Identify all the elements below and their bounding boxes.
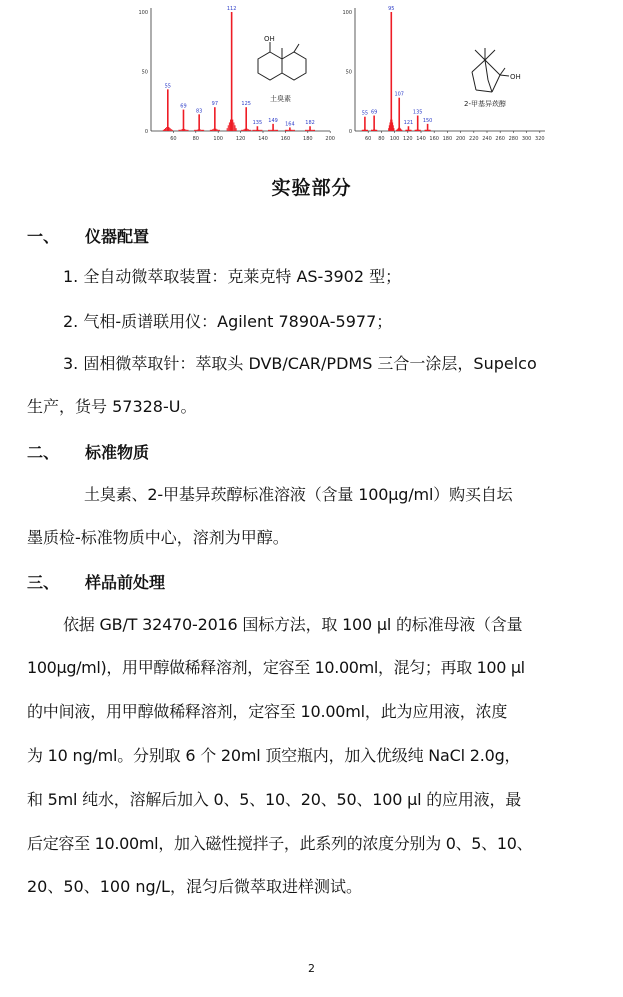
mib-peak-label: 121: [403, 120, 414, 127]
mass-spectra-figure: [0, 0, 623, 150]
mib-x-tick: 140: [416, 136, 426, 142]
geosmin-peak-label: 182: [305, 120, 315, 127]
pretreatment-line-5: 和 5ml 纯水，溶解后加入 0、5、10、20、50、100 μl 的应用液，最: [27, 790, 522, 809]
section-title: 样品前处理: [85, 573, 166, 592]
mib-y-tick: 50: [345, 69, 352, 76]
section-pretreatment-heading: [27, 570, 165, 593]
geosmin-x-tick: 100: [213, 136, 223, 142]
pretreatment-line-4: 为 10 ng/ml。分别取 6 个 20ml 顶空瓶内，加入优级纯 NaCl 2.0g，: [27, 746, 521, 765]
geosmin-peak-label: 55: [164, 83, 171, 90]
geosmin-x-tick: 140: [258, 136, 268, 142]
mib-y-tick: 0: [348, 129, 352, 135]
mib-peak-label: 107: [394, 91, 404, 98]
geosmin-x-tick: 120: [235, 136, 246, 142]
mib-peak-label: 95: [388, 6, 395, 12]
instrument-line-3-cont: 生产，货号 57328-U。: [27, 397, 197, 416]
geosmin-structure: [258, 42, 306, 80]
mib-x-tick: 300: [521, 136, 532, 142]
geosmin-x-tick: 160: [280, 136, 291, 142]
mib-peak-label: 55: [361, 110, 369, 117]
mib-x-tick: 180: [442, 136, 453, 142]
section-number: 二、: [27, 443, 60, 462]
geosmin-y-tick: 100: [138, 10, 148, 16]
geosmin-peak-label: 97: [211, 101, 219, 108]
pretreatment-line-7: 20、50、100 ng/L，混匀后微萃取进样测试。: [27, 877, 362, 896]
geosmin-peak-label: 149: [268, 117, 278, 124]
mass-spectra-svg: [0, 0, 623, 150]
section-title: 标准物质: [85, 443, 150, 462]
standards-line-2: 墨质检-标准物质中心，溶剂为甲醇。: [27, 528, 289, 547]
mib-peak-label: 150: [422, 117, 433, 124]
mib-x-tick: 100: [389, 136, 400, 142]
geosmin-y-tick: 50: [141, 69, 148, 76]
instrument-line-1: 1. 全自动微萃取装置：克莱克特 AS-3902 型；: [63, 267, 402, 286]
mib-peak-label: 69: [370, 109, 378, 116]
geosmin-peak-label: 135: [252, 120, 263, 127]
geosmin-peak-label: 69: [180, 103, 187, 110]
mib-x-tick: 80: [378, 136, 385, 142]
section-standards-heading: [27, 440, 149, 463]
section-instruments-heading: [27, 224, 149, 247]
geosmin-x-tick: 60: [170, 136, 177, 142]
page-title: 实验部分: [271, 177, 352, 199]
mib-x-tick: 120: [403, 136, 413, 142]
mib-x-tick: 280: [508, 136, 519, 142]
pretreatment-line-3: 的中间液，用甲醇做稀释溶剂，定容至 10.00ml，此为应用液，浓度: [27, 702, 508, 721]
section-number: 一、: [27, 227, 60, 246]
section-title: 仪器配置: [85, 227, 150, 246]
mib-x-tick: 60: [365, 136, 372, 142]
mib-peak-label: 135: [412, 109, 423, 116]
geosmin-x-tick: 180: [303, 136, 313, 142]
page-number: 2: [308, 962, 315, 975]
geosmin-peak-label: 83: [195, 108, 203, 115]
geosmin-x-tick: 80: [192, 136, 199, 142]
geosmin-oh-label: OH: [264, 35, 275, 43]
geosmin-label: 土臭素: [270, 95, 291, 103]
mib-x-tick: 240: [482, 136, 492, 142]
mib-x-tick: 320: [535, 136, 545, 142]
mib-x-tick: 220: [469, 136, 479, 142]
instrument-line-2: 2. 气相-质谱联用仪：Agilent 7890A-5977；: [63, 312, 393, 331]
instrument-line-3: 3. 固相微萃取针：萃取头 DVB/CAR/PDMS 三合一涂层，Supelco: [63, 354, 537, 373]
standards-line-1: 土臭素、2-甲基异莰醇标准溶液（含量 100μg/ml）购买自坛: [84, 485, 513, 504]
geosmin-peak-label: 125: [241, 101, 251, 108]
geosmin-y-tick: 0: [144, 129, 148, 135]
mib-oh-label: OH: [510, 73, 521, 81]
geosmin-peak-label: 164: [285, 121, 295, 128]
mib-x-tick: 260: [495, 136, 505, 142]
geosmin-peak-label: 112: [226, 6, 237, 12]
mib-y-tick: 100: [342, 10, 352, 16]
mib-x-tick: 200: [455, 136, 466, 142]
pretreatment-line-6: 后定容至 10.00ml，加入磁性搅拌子，此系列的浓度分别为 0、5、10、: [27, 834, 533, 853]
section-number: 三、: [27, 573, 60, 592]
pretreatment-line-2: 100μg/ml)，用甲醇做稀释溶剂，定容至 10.00ml，混匀；再取 100 μl: [27, 658, 525, 677]
geosmin-x-tick: 200: [325, 136, 335, 142]
mib-x-tick: 160: [429, 136, 439, 142]
pretreatment-line-1: 依据 GB/T 32470-2016 国标方法，取 100 μl 的标准母液（含量: [63, 615, 523, 634]
mib-structure: [472, 48, 509, 92]
mib-label: 2-甲基异莰醇: [464, 100, 506, 108]
geosmin-spectrum: [138, 6, 335, 142]
